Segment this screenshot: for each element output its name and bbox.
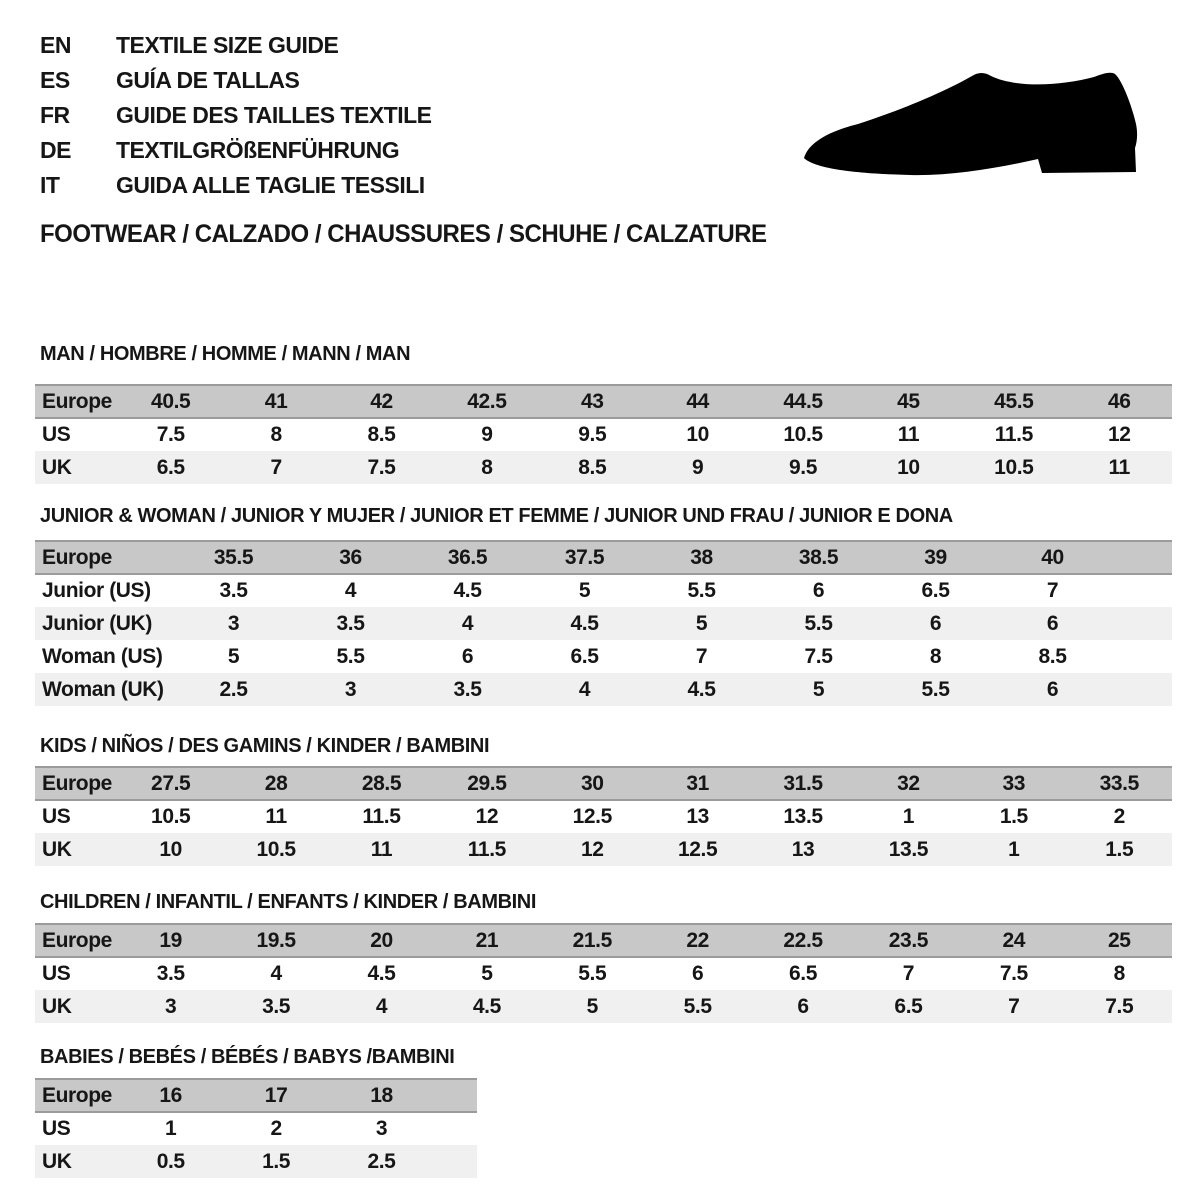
table-row	[35, 673, 1172, 706]
size-cell: 7.5	[760, 640, 877, 673]
size-cell: 17	[223, 1079, 328, 1112]
size-cell: 8	[877, 640, 994, 673]
spacer-cell	[1111, 673, 1172, 706]
size-cell: 37.5	[526, 541, 643, 574]
language-code: DE	[40, 137, 71, 163]
size-cell: 6	[750, 990, 855, 1023]
size-cell: 8.5	[994, 640, 1111, 673]
size-cell: 22	[645, 924, 750, 957]
size-cell: 1.5	[1067, 833, 1172, 866]
size-cell: 10.5	[961, 451, 1066, 484]
size-cell: 6	[994, 673, 1111, 706]
size-cell: 6	[877, 607, 994, 640]
size-cell: 4.5	[434, 990, 539, 1023]
size-cell: 8	[1067, 957, 1172, 990]
section-kids	[35, 735, 1172, 866]
size-cell: 25	[1067, 924, 1172, 957]
size-cell: 4.5	[526, 607, 643, 640]
size-cell: 1	[961, 833, 1066, 866]
size-cell: 42.5	[434, 385, 539, 418]
language-title: GUÍA DE TALLAS	[116, 67, 300, 93]
size-cell: 42	[329, 385, 434, 418]
table-row	[35, 957, 1172, 990]
size-table-kids	[35, 766, 1172, 866]
size-cell: 3	[329, 1112, 434, 1145]
language-title: GUIDE DES TAILLES TEXTILE	[116, 102, 432, 128]
size-cell: 6.5	[750, 957, 855, 990]
table-row	[35, 385, 1172, 418]
row-label: UK	[35, 990, 118, 1023]
size-cell: 7.5	[118, 418, 223, 451]
size-table	[35, 384, 1172, 484]
language-code: ES	[40, 67, 70, 93]
language-code: FR	[40, 102, 70, 128]
size-cell: 8	[223, 418, 328, 451]
spacer-cell	[434, 1145, 477, 1178]
section-title-children: CHILDREN / INFANTIL / ENFANTS / KINDER / BAMBINI	[40, 891, 536, 913]
row-label: US	[35, 418, 118, 451]
size-cell: 7.5	[1067, 990, 1172, 1023]
size-cell: 38.5	[760, 541, 877, 574]
size-cell: 9	[645, 451, 750, 484]
size-cell: 5	[526, 574, 643, 607]
size-cell: 13.5	[750, 800, 855, 833]
category-line: FOOTWEAR / CALZADO / CHAUSSURES / SCHUHE / CALZATURE	[40, 220, 767, 248]
table-row	[35, 541, 1172, 574]
size-cell: 21	[434, 924, 539, 957]
size-cell: 5.5	[292, 640, 409, 673]
row-label: Europe	[35, 1079, 118, 1112]
section-title-kids: KIDS / NIÑOS / DES GAMINS / KINDER / BAMBINI	[40, 735, 490, 757]
row-label: Junior (US)	[35, 574, 175, 607]
spacer-cell	[1111, 640, 1172, 673]
size-table-junior-woman	[35, 540, 1172, 706]
size-table-children	[35, 923, 1172, 1023]
size-cell: 1	[118, 1112, 223, 1145]
size-cell: 4	[223, 957, 328, 990]
size-cell: 12	[434, 800, 539, 833]
table-row	[35, 607, 1172, 640]
size-cell: 46	[1067, 385, 1172, 418]
size-cell: 11	[329, 833, 434, 866]
size-cell: 13	[645, 800, 750, 833]
size-cell: 40.5	[118, 385, 223, 418]
table-row	[35, 990, 1172, 1023]
language-row	[40, 63, 432, 98]
row-label: US	[35, 800, 118, 833]
size-cell: 7	[994, 574, 1111, 607]
language-title: TEXTILGRÖßENFÜHRUNG	[116, 137, 400, 163]
row-label: US	[35, 957, 118, 990]
table-row	[35, 418, 1172, 451]
size-cell: 2	[1067, 800, 1172, 833]
size-cell: 6	[994, 607, 1111, 640]
size-cell: 2.5	[175, 673, 292, 706]
size-cell: 36	[292, 541, 409, 574]
table-row	[35, 800, 1172, 833]
size-table	[35, 766, 1172, 866]
size-cell: 3.5	[409, 673, 526, 706]
size-cell: 29.5	[434, 767, 539, 800]
size-cell: 9.5	[750, 451, 855, 484]
size-cell: 10.5	[118, 800, 223, 833]
size-table	[35, 923, 1172, 1023]
language-title-block	[40, 28, 432, 203]
section-babies	[35, 1046, 1172, 1178]
table-row	[35, 924, 1172, 957]
size-table	[35, 1078, 477, 1178]
size-cell: 5	[540, 990, 645, 1023]
size-cell: 10	[645, 418, 750, 451]
size-cell: 2.5	[329, 1145, 434, 1178]
row-label: Europe	[35, 924, 118, 957]
size-cell: 22.5	[750, 924, 855, 957]
size-cell: 4	[409, 607, 526, 640]
size-cell: 21.5	[540, 924, 645, 957]
table-row	[35, 1112, 477, 1145]
size-cell: 24	[961, 924, 1066, 957]
language-row	[40, 133, 432, 168]
size-cell: 43	[540, 385, 645, 418]
size-cell: 11.5	[329, 800, 434, 833]
size-cell: 19	[118, 924, 223, 957]
section-title-man: MAN / HOMBRE / HOMME / MANN / MAN	[40, 343, 411, 365]
size-cell: 6.5	[877, 574, 994, 607]
language-title: TEXTILE SIZE GUIDE	[116, 32, 339, 58]
section-junior-woman	[35, 505, 1172, 706]
size-cell: 7.5	[329, 451, 434, 484]
size-cell: 12	[540, 833, 645, 866]
size-cell: 31.5	[750, 767, 855, 800]
table-row	[35, 451, 1172, 484]
size-cell: 6.5	[856, 990, 961, 1023]
size-cell: 8	[434, 451, 539, 484]
row-label: Junior (UK)	[35, 607, 175, 640]
size-cell: 1.5	[961, 800, 1066, 833]
size-cell: 45	[856, 385, 961, 418]
size-cell: 8.5	[329, 418, 434, 451]
size-cell: 39	[877, 541, 994, 574]
row-label: UK	[35, 833, 118, 866]
size-cell: 11	[1067, 451, 1172, 484]
size-cell: 1.5	[223, 1145, 328, 1178]
size-cell: 3	[118, 990, 223, 1023]
size-cell: 5	[434, 957, 539, 990]
size-cell: 5	[175, 640, 292, 673]
size-cell: 4.5	[409, 574, 526, 607]
size-cell: 3.5	[223, 990, 328, 1023]
language-row	[40, 98, 432, 133]
size-cell: 31	[645, 767, 750, 800]
size-cell: 33	[961, 767, 1066, 800]
size-cell: 19.5	[223, 924, 328, 957]
row-label: US	[35, 1112, 118, 1145]
size-cell: 18	[329, 1079, 434, 1112]
size-cell: 6.5	[118, 451, 223, 484]
size-cell: 7	[643, 640, 760, 673]
section-title-junior-woman: JUNIOR & WOMAN / JUNIOR Y MUJER / JUNIOR ET FEMME / JUNIOR UND FRAU / JUNIOR E DONA	[40, 505, 953, 527]
language-code: EN	[40, 32, 71, 58]
size-cell: 11	[223, 800, 328, 833]
size-cell: 44.5	[750, 385, 855, 418]
size-cell: 2	[223, 1112, 328, 1145]
language-row	[40, 168, 432, 203]
size-cell: 7	[223, 451, 328, 484]
section-man	[35, 343, 1172, 484]
size-cell: 3.5	[118, 957, 223, 990]
size-cell: 7	[961, 990, 1066, 1023]
table-row	[35, 640, 1172, 673]
row-label: UK	[35, 1145, 118, 1178]
row-label: Europe	[35, 385, 118, 418]
size-cell: 28.5	[329, 767, 434, 800]
size-cell: 8.5	[540, 451, 645, 484]
size-cell: 4	[292, 574, 409, 607]
size-cell: 7	[856, 957, 961, 990]
size-cell: 12.5	[540, 800, 645, 833]
spacer-cell	[1111, 574, 1172, 607]
table-row	[35, 1145, 477, 1178]
size-cell: 11.5	[961, 418, 1066, 451]
size-cell: 10.5	[223, 833, 328, 866]
size-cell: 38	[643, 541, 760, 574]
size-table	[35, 540, 1172, 706]
size-cell: 7.5	[961, 957, 1066, 990]
size-cell: 11.5	[434, 833, 539, 866]
size-cell: 5.5	[643, 574, 760, 607]
size-cell: 23.5	[856, 924, 961, 957]
size-cell: 27.5	[118, 767, 223, 800]
size-cell: 10	[856, 451, 961, 484]
language-title: GUIDA ALLE TAGLIE TESSILI	[116, 172, 425, 198]
size-cell: 12.5	[645, 833, 750, 866]
size-cell: 32	[856, 767, 961, 800]
size-cell: 3.5	[175, 574, 292, 607]
row-label: Europe	[35, 767, 118, 800]
size-cell: 3	[175, 607, 292, 640]
size-cell: 11	[856, 418, 961, 451]
size-cell: 5	[760, 673, 877, 706]
table-row	[35, 574, 1172, 607]
size-cell: 3	[292, 673, 409, 706]
size-cell: 6	[409, 640, 526, 673]
size-cell: 10	[118, 833, 223, 866]
size-cell: 13.5	[856, 833, 961, 866]
size-cell: 9.5	[540, 418, 645, 451]
row-label: Woman (US)	[35, 640, 175, 673]
table-row	[35, 1079, 477, 1112]
dress-shoe-icon	[802, 70, 1142, 182]
spacer-cell	[1111, 541, 1172, 574]
spacer-cell	[434, 1079, 477, 1112]
size-table-man	[35, 384, 1172, 484]
size-cell: 28	[223, 767, 328, 800]
size-cell: 6.5	[526, 640, 643, 673]
size-cell: 4.5	[329, 957, 434, 990]
size-cell: 6	[760, 574, 877, 607]
size-cell: 5.5	[760, 607, 877, 640]
size-cell: 4	[526, 673, 643, 706]
size-cell: 5.5	[877, 673, 994, 706]
size-cell: 4	[329, 990, 434, 1023]
row-label: Woman (UK)	[35, 673, 175, 706]
size-cell: 35.5	[175, 541, 292, 574]
language-code: IT	[40, 172, 60, 198]
size-cell: 41	[223, 385, 328, 418]
row-label: Europe	[35, 541, 175, 574]
section-title-babies: BABIES / BEBÉS / BÉBÉS / BABYS /BAMBINI	[40, 1046, 455, 1068]
size-cell: 44	[645, 385, 750, 418]
size-cell: 33.5	[1067, 767, 1172, 800]
size-cell: 10.5	[750, 418, 855, 451]
size-cell: 5.5	[645, 990, 750, 1023]
size-cell: 4.5	[643, 673, 760, 706]
table-row	[35, 767, 1172, 800]
size-cell: 20	[329, 924, 434, 957]
size-table-babies	[35, 1078, 1172, 1178]
size-cell: 13	[750, 833, 855, 866]
spacer-cell	[1111, 607, 1172, 640]
size-cell: 3.5	[292, 607, 409, 640]
spacer-cell	[434, 1112, 477, 1145]
size-cell: 6	[645, 957, 750, 990]
size-cell: 1	[856, 800, 961, 833]
size-cell: 9	[434, 418, 539, 451]
section-children	[35, 891, 1172, 1023]
table-row	[35, 833, 1172, 866]
size-cell: 36.5	[409, 541, 526, 574]
language-row	[40, 28, 432, 63]
size-cell: 16	[118, 1079, 223, 1112]
size-cell: 5.5	[540, 957, 645, 990]
size-cell: 12	[1067, 418, 1172, 451]
size-cell: 0.5	[118, 1145, 223, 1178]
size-cell: 40	[994, 541, 1111, 574]
size-cell: 30	[540, 767, 645, 800]
size-cell: 45.5	[961, 385, 1066, 418]
row-label: UK	[35, 451, 118, 484]
size-cell: 5	[643, 607, 760, 640]
